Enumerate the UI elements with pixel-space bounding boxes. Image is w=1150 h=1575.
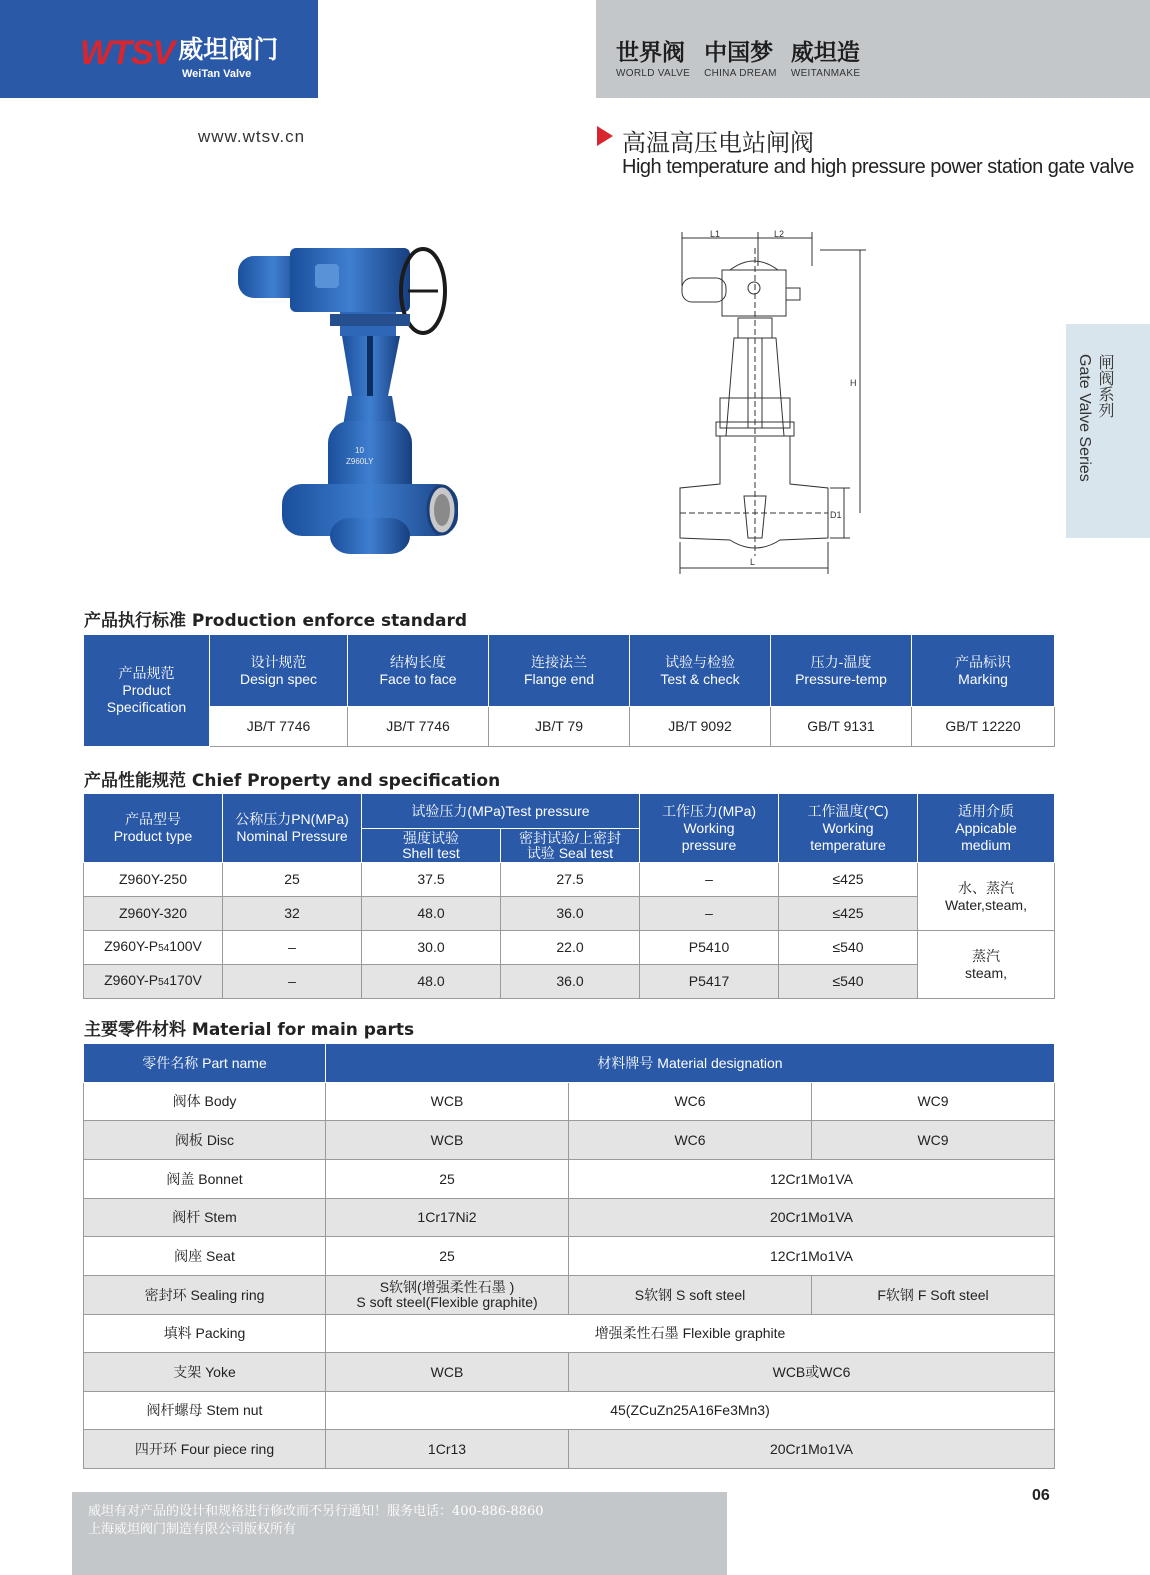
row-head-en1: Product bbox=[122, 682, 171, 698]
col-cn: 设计规范 bbox=[250, 653, 307, 670]
prop-head-seal bbox=[501, 829, 640, 863]
prop-type bbox=[84, 897, 223, 931]
prop-pn: – bbox=[223, 965, 362, 999]
head-cn: 产品型号 bbox=[125, 811, 181, 827]
table-row bbox=[84, 1121, 1055, 1160]
product-title-en: High temperature and high pressure power station gate valve bbox=[622, 156, 1134, 178]
prop-head-type bbox=[84, 794, 223, 863]
footer-copyright: 上海威坦阀门制造有限公司版权所有 bbox=[88, 1522, 297, 1537]
logo-english-name: WeiTan Valve bbox=[182, 68, 252, 80]
type-main: Z960Y-P bbox=[104, 972, 159, 988]
type-main: Z960Y-250 bbox=[119, 871, 187, 887]
head-en: temperature bbox=[810, 836, 886, 853]
prop-head-pn bbox=[223, 794, 362, 863]
standard-row-header bbox=[84, 635, 210, 747]
material-cell: 12Cr1Mo1VA bbox=[569, 1160, 1055, 1199]
product-title-cn: 高温高压电站闸阀 bbox=[622, 130, 814, 157]
row-head-en2: Specification bbox=[106, 699, 187, 715]
standard-col-header bbox=[210, 635, 348, 707]
material-cell: 1Cr13 bbox=[326, 1430, 569, 1469]
table-row bbox=[84, 965, 1055, 999]
head-en: Shell test bbox=[402, 844, 460, 861]
cell-line: S软钢(增强柔性石墨 ) bbox=[379, 1279, 515, 1295]
col-cn: 连接法兰 bbox=[531, 653, 587, 670]
standard-col-header bbox=[912, 635, 1055, 707]
header-brand-band bbox=[0, 0, 318, 98]
photo-marking-line1: 10 bbox=[355, 446, 364, 455]
type-tail: 100V bbox=[169, 938, 202, 954]
footer-notice: 威坦有对产品的设计和规格进行修改而不另行通知！服务电话：400-886-8860 bbox=[88, 1504, 544, 1519]
slogan bbox=[616, 40, 860, 79]
head-cn: 工作温度(℃) bbox=[807, 802, 889, 819]
table-row bbox=[84, 1199, 1055, 1237]
head-cn: 强度试验 bbox=[403, 829, 459, 846]
dim-label-d1: D1 bbox=[830, 510, 842, 520]
material-cell: 20Cr1Mo1VA bbox=[569, 1199, 1055, 1237]
medium-cn: 蒸汽 bbox=[972, 947, 1000, 964]
photo-marking-line2: Z960LY bbox=[346, 457, 374, 466]
prop-wt: ≤540 bbox=[779, 965, 918, 999]
prop-shell: 30.0 bbox=[362, 931, 501, 965]
prop-wt: ≤540 bbox=[779, 931, 918, 965]
table-row bbox=[84, 1237, 1055, 1276]
head-en: Appicable bbox=[955, 819, 1017, 836]
standard-value: GB/T 9131 bbox=[771, 707, 912, 747]
standard-col-header bbox=[489, 635, 630, 707]
col-en: Flange end bbox=[523, 670, 595, 687]
material-head-mat: 材料牌号 Material designation bbox=[326, 1044, 1055, 1083]
material-cell: 25 bbox=[326, 1237, 569, 1276]
series-side-en: Gate Valve Series bbox=[1076, 354, 1093, 482]
table-row bbox=[84, 897, 1055, 931]
page-number: 06 bbox=[1032, 1487, 1050, 1504]
slogan-en: WEITANMAKE bbox=[790, 68, 861, 79]
cell-line: S soft steel(Flexible graphite) bbox=[356, 1294, 538, 1310]
material-cell: WCB bbox=[326, 1083, 569, 1121]
material-cell: 20Cr1Mo1VA bbox=[569, 1430, 1055, 1469]
prop-seal: 36.0 bbox=[501, 965, 640, 999]
col-cn: 压力-温度 bbox=[810, 653, 872, 670]
material-cell: WCB或WC6 bbox=[569, 1353, 1055, 1392]
table-row bbox=[84, 931, 1055, 965]
material-cell: WC9 bbox=[812, 1121, 1055, 1160]
material-cell: WC9 bbox=[812, 1083, 1055, 1121]
header-slogan-band bbox=[596, 0, 1150, 98]
type-sub: 54 bbox=[158, 943, 170, 954]
table-row bbox=[84, 1315, 1055, 1353]
head-en: Nominal Pressure bbox=[236, 828, 348, 844]
series-side-cn: 闸阀系列 bbox=[1096, 354, 1113, 418]
valve-photo bbox=[230, 236, 465, 576]
medium-en: Water,steam, bbox=[945, 896, 1027, 913]
prop-wp: P5410 bbox=[640, 931, 779, 965]
row-head-cn: 产品规范 bbox=[118, 665, 175, 681]
property-section-title: 产品性能规范 Chief Property and specification bbox=[84, 771, 501, 791]
prop-head-test: 试验压力(MPa)Test pressure bbox=[362, 794, 640, 829]
type-main: Z960Y-P bbox=[104, 938, 159, 954]
material-cell: 45(ZCuZn25A16Fe3Mn3) bbox=[326, 1392, 1055, 1430]
prop-wp: P5417 bbox=[640, 965, 779, 999]
prop-pn: – bbox=[223, 931, 362, 965]
prop-head-wt bbox=[779, 794, 918, 863]
series-side-tab[interactable] bbox=[1066, 324, 1150, 538]
head-en: pressure bbox=[681, 836, 737, 853]
prop-wp: – bbox=[640, 897, 779, 931]
part-name: 阀杆 Stem bbox=[84, 1199, 326, 1237]
title-arrow-icon bbox=[597, 126, 613, 146]
col-en: Test & check bbox=[660, 670, 740, 687]
material-cell: F软钢 F Soft steel bbox=[812, 1276, 1055, 1315]
material-cell: WC6 bbox=[569, 1083, 812, 1121]
slogan-cn: 世界阀 bbox=[616, 40, 685, 66]
head-cn: 工作压力(MPa) bbox=[661, 802, 757, 819]
table-row bbox=[84, 1160, 1055, 1199]
prop-medium bbox=[918, 863, 1055, 931]
slogan-en: CHINA DREAM bbox=[704, 68, 777, 79]
part-name: 阀盖 Bonnet bbox=[84, 1160, 326, 1199]
material-cell: S软钢 S soft steel bbox=[569, 1276, 812, 1315]
standard-col-header bbox=[630, 635, 771, 707]
col-cn: 试验与检验 bbox=[665, 653, 735, 670]
col-en: Pressure-temp bbox=[795, 670, 887, 687]
website-link[interactable]: www.wtsv.cn bbox=[198, 127, 306, 146]
head-en: Product type bbox=[113, 828, 193, 844]
brand-logo[interactable] bbox=[80, 34, 279, 80]
type-sub: 54 bbox=[158, 977, 170, 988]
table-row bbox=[84, 1083, 1055, 1121]
material-cell: WCB bbox=[326, 1353, 569, 1392]
prop-shell: 48.0 bbox=[362, 965, 501, 999]
material-cell: 25 bbox=[326, 1160, 569, 1199]
part-name: 阀杆螺母 Stem nut bbox=[84, 1392, 326, 1430]
part-name: 支架 Yoke bbox=[84, 1353, 326, 1392]
prop-head-medium bbox=[918, 794, 1055, 863]
head-en: 试验 Seal test bbox=[526, 844, 614, 861]
prop-pn: 32 bbox=[223, 897, 362, 931]
logo-mark: WTSV bbox=[80, 34, 175, 72]
table-row bbox=[84, 1276, 1055, 1315]
slogan-item bbox=[791, 40, 860, 79]
col-en: Marking bbox=[958, 670, 1008, 687]
medium-en: steam, bbox=[964, 964, 1007, 981]
prop-wp: – bbox=[640, 863, 779, 897]
material-cell: 增强柔性石墨 Flexible graphite bbox=[326, 1315, 1055, 1353]
logo-chinese-name: 威坦阀门 bbox=[178, 35, 279, 64]
material-cell: 12Cr1Mo1VA bbox=[569, 1237, 1055, 1276]
series-side-text bbox=[1074, 354, 1114, 482]
col-en: Design spec bbox=[239, 670, 318, 687]
standard-table bbox=[83, 634, 1055, 747]
material-table bbox=[83, 1043, 1055, 1469]
part-name: 阀体 Body bbox=[84, 1083, 326, 1121]
dim-label-l2: L2 bbox=[774, 229, 785, 239]
prop-type bbox=[84, 931, 223, 965]
part-name: 阀座 Seat bbox=[84, 1237, 326, 1276]
material-cell: WC6 bbox=[569, 1121, 812, 1160]
standard-section-title: 产品执行标准 Production enforce standard bbox=[84, 611, 468, 631]
dim-label-h: H bbox=[850, 378, 857, 388]
slogan-cn: 威坦造 bbox=[790, 40, 860, 66]
prop-seal: 36.0 bbox=[501, 897, 640, 931]
medium-cn: 水、蒸汽 bbox=[958, 879, 1014, 896]
col-cn: 产品标识 bbox=[955, 653, 1011, 670]
col-en: Face to face bbox=[379, 670, 457, 687]
standard-value: JB/T 7746 bbox=[348, 707, 489, 747]
head-en: medium bbox=[961, 836, 1011, 853]
standard-col-header bbox=[771, 635, 912, 707]
standard-value: GB/T 12220 bbox=[912, 707, 1055, 747]
standard-value: JB/T 9092 bbox=[630, 707, 771, 747]
part-name: 填料 Packing bbox=[84, 1315, 326, 1353]
slogan-cn: 中国梦 bbox=[704, 40, 774, 66]
prop-type bbox=[84, 965, 223, 999]
type-main: Z960Y-320 bbox=[119, 905, 187, 921]
prop-medium bbox=[918, 931, 1055, 999]
prop-pn: 25 bbox=[223, 863, 362, 897]
valve-dimension-drawing bbox=[670, 226, 870, 578]
part-name: 密封环 Sealing ring bbox=[84, 1276, 326, 1315]
standard-value: JB/T 7746 bbox=[210, 707, 348, 747]
type-tail: 170V bbox=[169, 972, 202, 988]
material-head-part: 零件名称 Part name bbox=[84, 1044, 326, 1083]
prop-shell: 48.0 bbox=[362, 897, 501, 931]
prop-seal: 22.0 bbox=[501, 931, 640, 965]
prop-wt: ≤425 bbox=[779, 863, 918, 897]
table-row bbox=[84, 1353, 1055, 1392]
material-cell: WCB bbox=[326, 1121, 569, 1160]
prop-head-shell bbox=[362, 829, 501, 863]
slogan-en: WORLD VALVE bbox=[616, 68, 691, 79]
property-table bbox=[83, 793, 1055, 999]
prop-head-wp bbox=[640, 794, 779, 863]
head-cn: 适用介质 bbox=[958, 802, 1014, 819]
prop-shell: 37.5 bbox=[362, 863, 501, 897]
material-cell bbox=[326, 1276, 569, 1315]
head-en: Working bbox=[822, 819, 874, 836]
head-en: Working bbox=[683, 819, 735, 836]
slogan-item bbox=[616, 40, 690, 79]
dim-label-l1: L1 bbox=[710, 229, 721, 239]
dim-label-l: L bbox=[750, 557, 756, 567]
prop-type bbox=[84, 863, 223, 897]
part-name: 四开环 Four piece ring bbox=[84, 1430, 326, 1469]
prop-seal: 27.5 bbox=[501, 863, 640, 897]
head-cn: 公称压力PN(MPa) bbox=[235, 811, 349, 827]
part-name: 阀板 Disc bbox=[84, 1121, 326, 1160]
standard-col-header bbox=[348, 635, 489, 707]
material-cell: 1Cr17Ni2 bbox=[326, 1199, 569, 1237]
slogan-item bbox=[704, 40, 777, 79]
table-row bbox=[84, 863, 1055, 897]
col-cn: 结构长度 bbox=[390, 653, 446, 670]
table-row bbox=[84, 1392, 1055, 1430]
standard-value: JB/T 79 bbox=[489, 707, 630, 747]
material-section-title: 主要零件材料 Material for main parts bbox=[84, 1020, 415, 1040]
head-cn: 密封试验/上密封 bbox=[519, 829, 621, 846]
prop-wt: ≤425 bbox=[779, 897, 918, 931]
table-row bbox=[84, 1430, 1055, 1469]
